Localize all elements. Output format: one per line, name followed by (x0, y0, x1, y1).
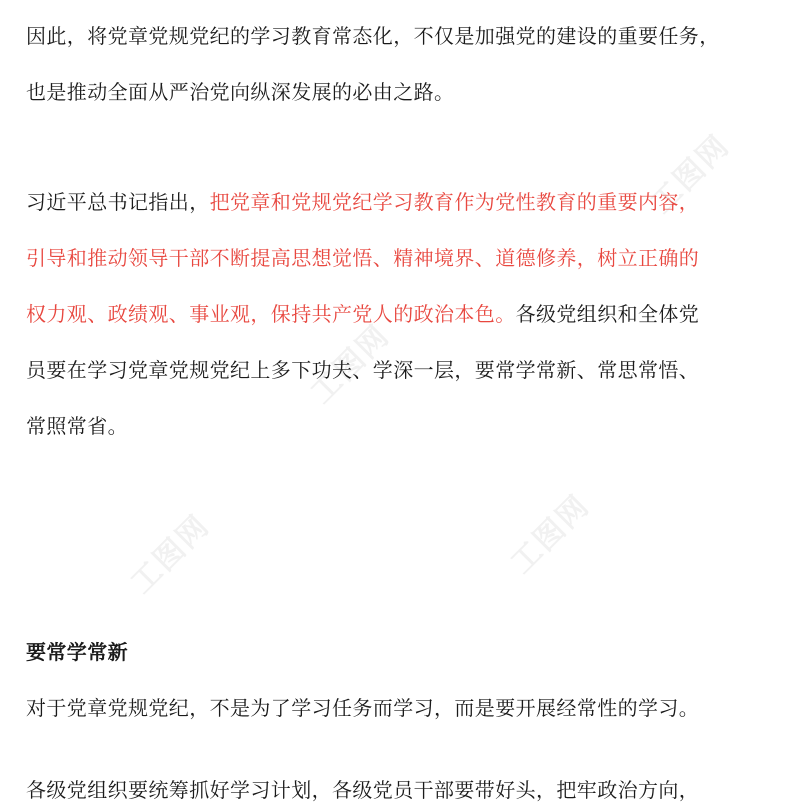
paragraph-2-line-1-plain: 习近平总书记指出， (26, 190, 210, 214)
paragraph-1-line-2: 也是推动全面从严治党向纵深发展的必由之路。 (26, 80, 455, 104)
paragraph-2-line-5: 常照常省。 (26, 414, 128, 438)
section-heading: 要常学常新 (26, 640, 128, 664)
highlighted-quote-line-3: 权力观、政绩观、事业观，保持共产党人的政治本色。 (26, 302, 516, 326)
watermark: 工图网 (304, 318, 397, 411)
watermark: 工图网 (124, 508, 217, 601)
paragraph-2-line-3 (26, 300, 699, 328)
highlighted-quote-line-2: 引导和推动领导干部不断提高思想觉悟、精神境界、道德修养，树立正确的 (26, 246, 700, 270)
section-line-2: 各级党组织要统筹抓好学习计划，各级党员干部要带好头，把牢政治方向， (26, 778, 700, 802)
highlighted-quote-line-1: 把党章和党规党纪学习教育作为党性教育的重要内容， (209, 190, 700, 214)
watermark: 工图网 (644, 128, 737, 221)
paragraph-1-line-1: 因此，将党章党规党纪的学习教育常态化，不仅是加强党的建设的重要任务， (26, 24, 720, 48)
watermark: 工图网 (504, 488, 597, 581)
paragraph-2-line-1 (26, 188, 699, 216)
section-line-1: 对于党章党规党纪，不是为了学习任务而学习，而是要开展经常性的学习。 (26, 696, 700, 720)
paragraph-2-line-4: 员要在学习党章党规党纪上多下功夫、学深一层，要常学常新、常思常悟、 (26, 358, 700, 382)
paragraph-2-line-3-plain: 各级党组织和全体党 (515, 302, 700, 326)
